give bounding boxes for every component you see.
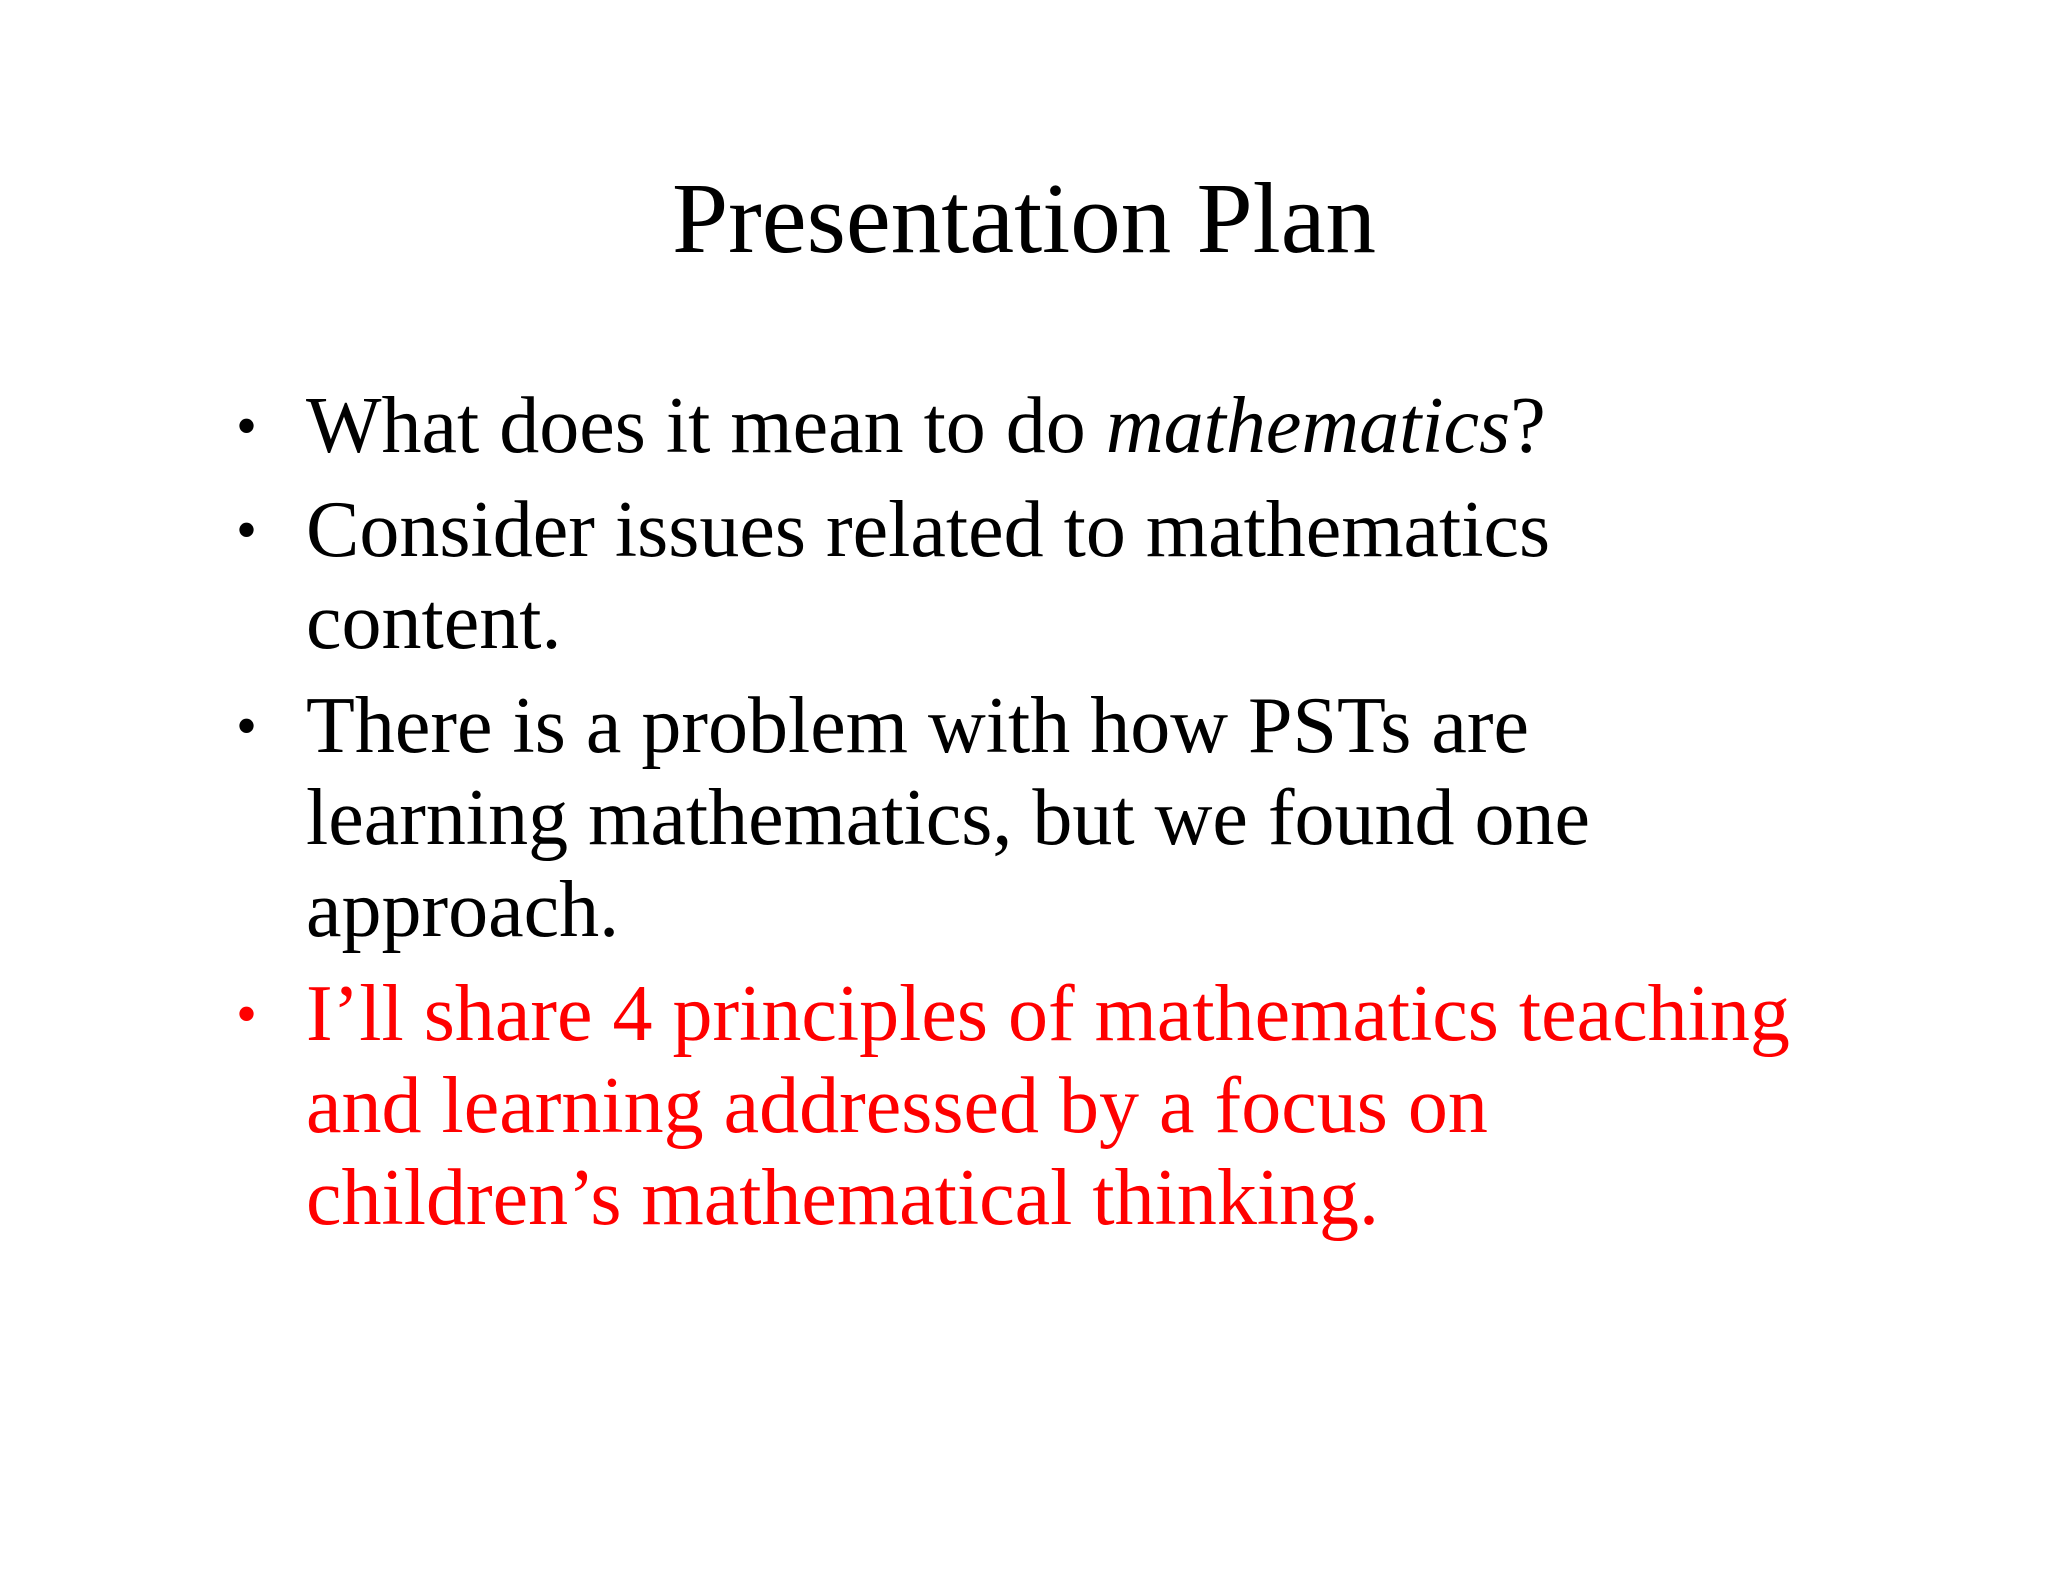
bullet-text-4: I’ll share 4 principles of mathematics teaching and learning addressed by a focus on children’s mathematical thinking. <box>306 970 1790 1242</box>
bullet-item-2 <box>236 484 1796 668</box>
bullet-icon: • <box>236 981 258 1047</box>
bullet-item-3 <box>236 680 1796 956</box>
bullet-text-1-emphasis: mathematics <box>1105 382 1511 470</box>
bullet-item-1 <box>236 380 1796 472</box>
bullet-item-4 <box>236 968 1796 1244</box>
bullet-text-1 <box>306 382 1546 470</box>
bullet-icon: • <box>236 393 258 459</box>
bullet-text-1-part-1: What does it mean to do <box>306 382 1106 470</box>
slide-title: Presentation Plan <box>671 162 1377 274</box>
bullet-list <box>236 380 1796 1256</box>
bullet-text-1-part-3: ? <box>1510 382 1546 470</box>
bullet-icon: • <box>236 693 258 759</box>
bullet-text-3: There is a problem with how PSTs are learning mathematics, but we found one approach. <box>306 682 1591 954</box>
bullet-icon: • <box>236 497 258 563</box>
bullet-text-2: Consider issues related to mathematics content. <box>306 486 1551 666</box>
